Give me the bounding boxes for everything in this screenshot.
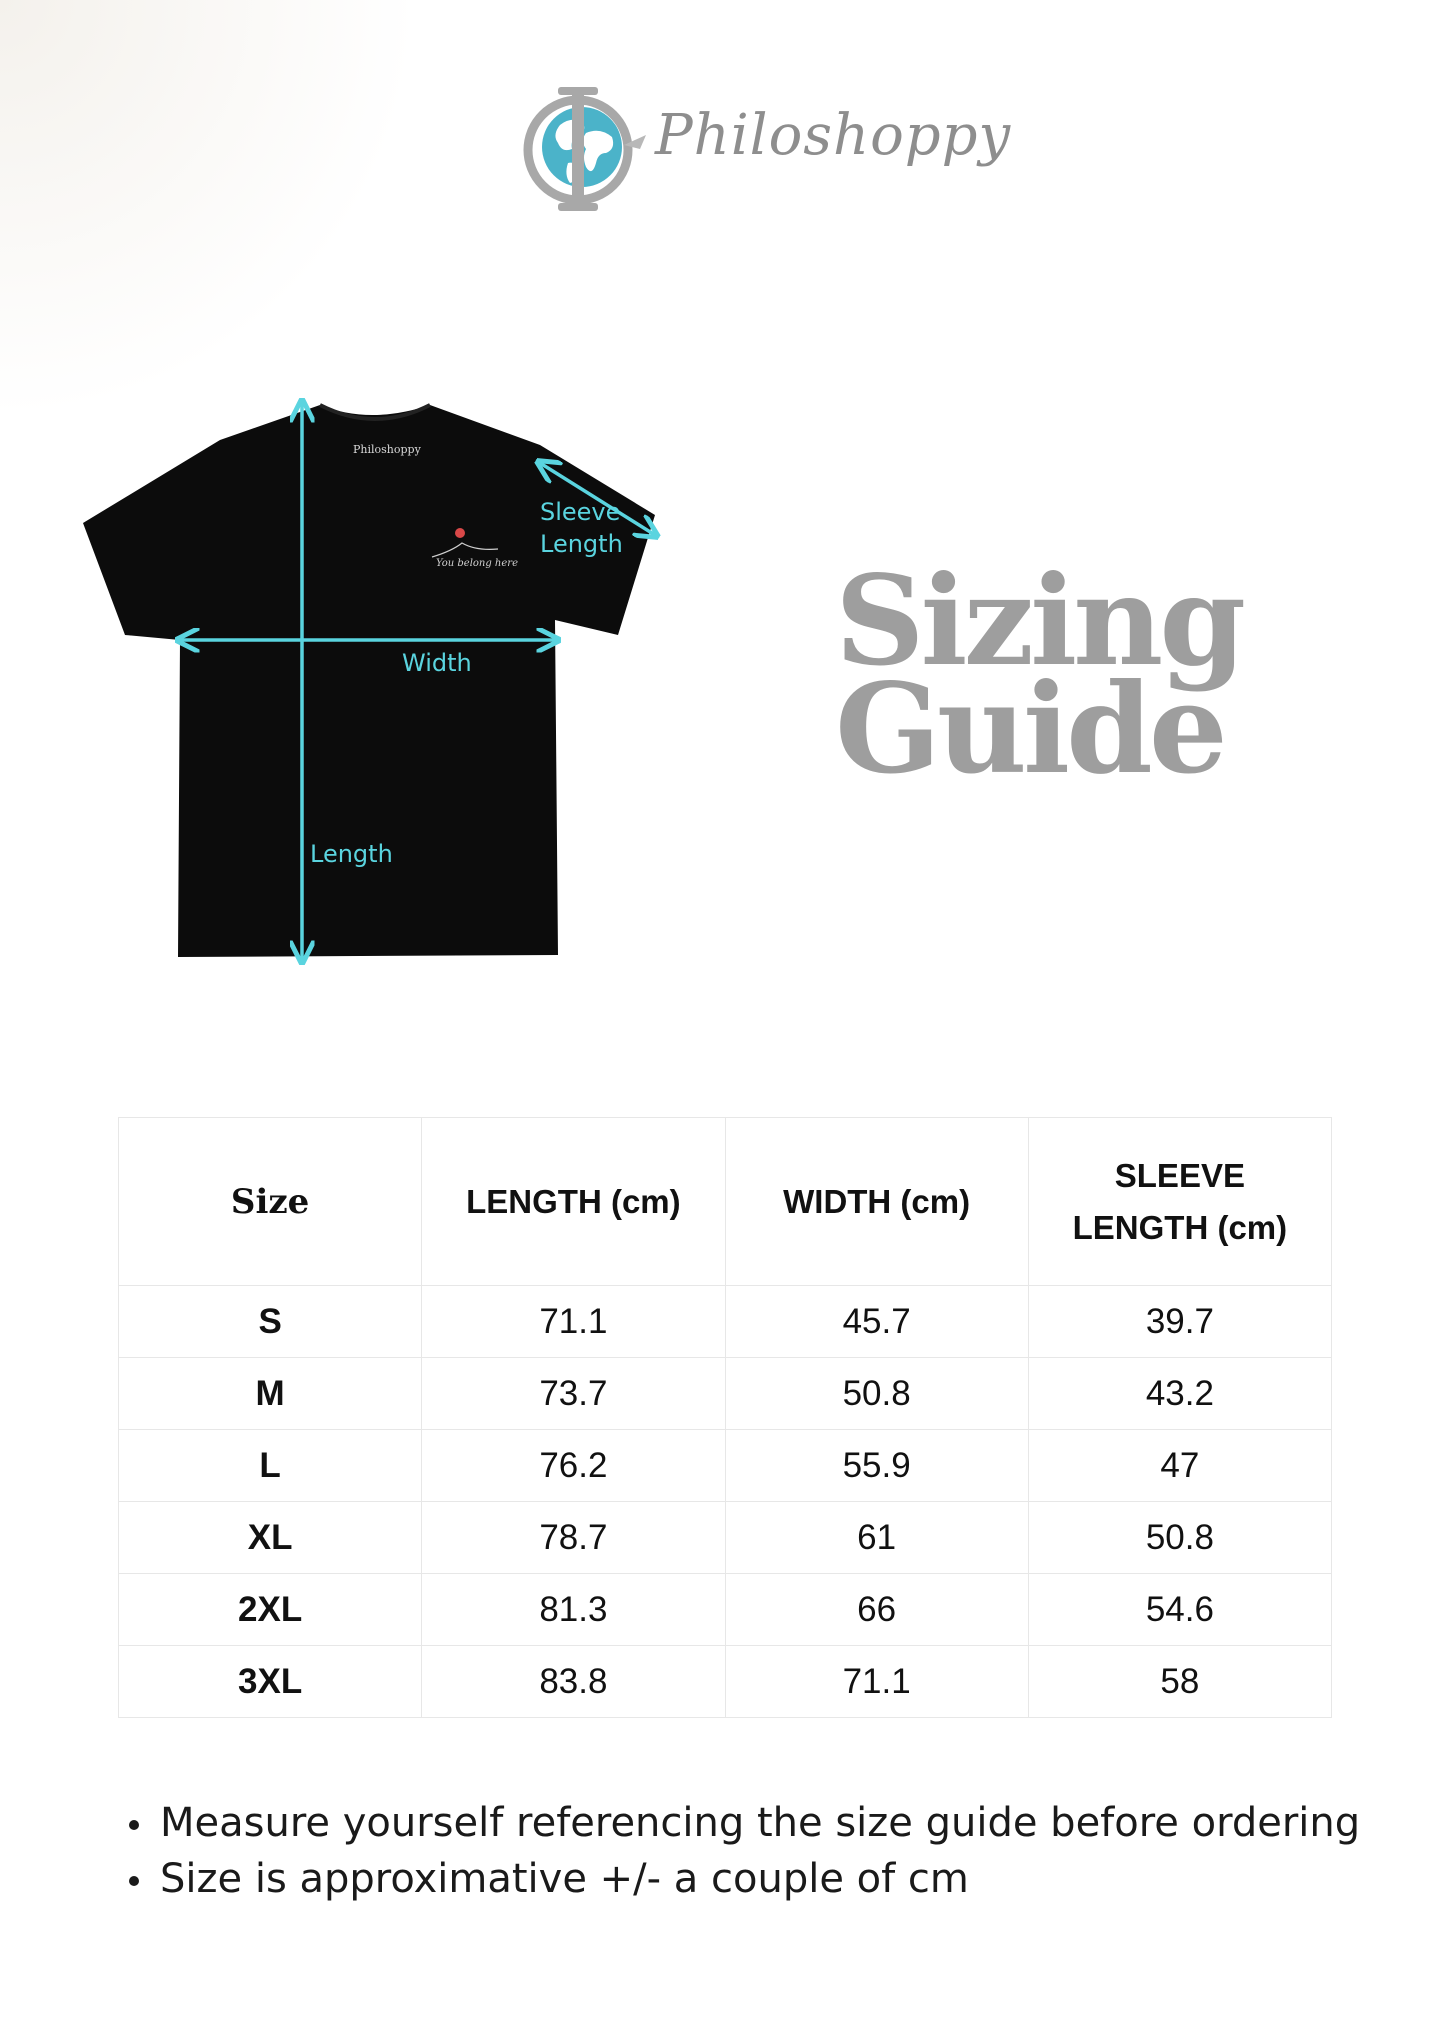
cell-sleeve: 58 xyxy=(1028,1646,1331,1718)
note-item: Measure yourself referencing the size guide before ordering xyxy=(125,1795,1360,1851)
globe-logo-icon xyxy=(520,85,655,215)
sleeve-label-line1: Sleeve xyxy=(540,498,621,526)
header-sleeve-line2: LENGTH (cm) xyxy=(1072,1208,1288,1246)
size-chart-table xyxy=(118,1117,1332,1718)
cell-width: 55.9 xyxy=(725,1430,1028,1502)
cell-length: 81.3 xyxy=(422,1574,725,1646)
tshirt-body xyxy=(83,405,655,957)
title-line-1: Sizing xyxy=(835,549,1243,694)
cell-length: 73.7 xyxy=(422,1358,725,1430)
cell-sleeve: 47 xyxy=(1028,1430,1331,1502)
cell-width: 71.1 xyxy=(725,1646,1028,1718)
table-header-row xyxy=(119,1118,1332,1286)
cell-size: L xyxy=(119,1430,422,1502)
cell-length: 78.7 xyxy=(422,1502,725,1574)
table-row xyxy=(119,1646,1332,1718)
header-length: LENGTH (cm) xyxy=(422,1118,725,1286)
cell-width: 50.8 xyxy=(725,1358,1028,1430)
cell-size: M xyxy=(119,1358,422,1430)
chest-print-text: You belong here xyxy=(436,558,518,569)
table-row xyxy=(119,1430,1332,1502)
sizing-notes xyxy=(125,1795,1360,1907)
cell-sleeve: 39.7 xyxy=(1028,1286,1331,1358)
length-label: Length xyxy=(310,840,393,868)
table-row xyxy=(119,1286,1332,1358)
brand-logo xyxy=(520,85,1012,215)
cell-length: 76.2 xyxy=(422,1430,725,1502)
sleeve-label-line2: Length xyxy=(540,530,623,558)
cell-width: 66 xyxy=(725,1574,1028,1646)
sleeve-length-label xyxy=(540,496,623,560)
header-size: Size xyxy=(119,1118,422,1286)
title-line-2: Guide xyxy=(835,657,1224,802)
width-label: Width xyxy=(402,649,472,677)
brand-wordmark: Philoshoppy xyxy=(655,103,1012,168)
cell-sleeve: 50.8 xyxy=(1028,1502,1331,1574)
note-item: Size is approximative +/- a couple of cm xyxy=(125,1851,1360,1907)
table-row xyxy=(119,1358,1332,1430)
cell-sleeve: 43.2 xyxy=(1028,1358,1331,1430)
cell-length: 83.8 xyxy=(422,1646,725,1718)
cell-sleeve: 54.6 xyxy=(1028,1574,1331,1646)
cell-size: S xyxy=(119,1286,422,1358)
tshirt-measurement-diagram xyxy=(70,395,680,975)
header-width: WIDTH (cm) xyxy=(725,1118,1028,1286)
cell-size: XL xyxy=(119,1502,422,1574)
cell-size: 2XL xyxy=(119,1574,422,1646)
tshirt-illustration xyxy=(70,395,680,975)
page-title xyxy=(835,549,1243,802)
background-glow xyxy=(0,0,420,420)
cell-length: 71.1 xyxy=(422,1286,725,1358)
header-sleeve-line1: SLEEVE xyxy=(1114,1156,1245,1194)
table-row xyxy=(119,1502,1332,1574)
header-sleeve-length xyxy=(1028,1118,1331,1286)
table-row xyxy=(119,1574,1332,1646)
cell-width: 45.7 xyxy=(725,1286,1028,1358)
cell-width: 61 xyxy=(725,1502,1028,1574)
cell-size: 3XL xyxy=(119,1646,422,1718)
collar-label: Philoshoppy xyxy=(353,443,421,456)
